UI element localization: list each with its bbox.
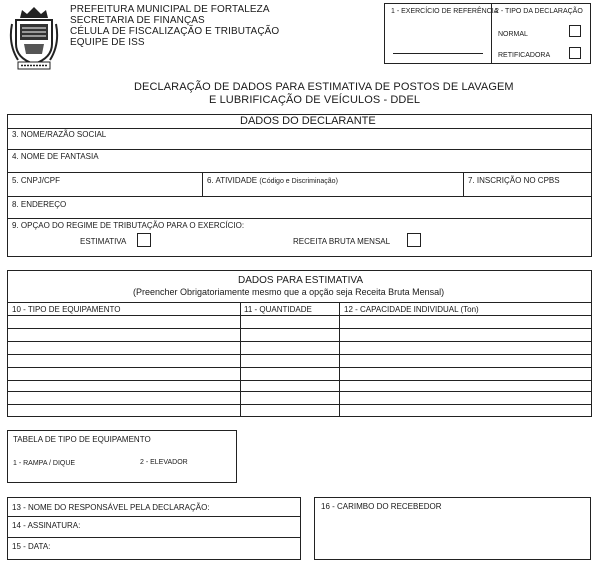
receita-checkbox[interactable] bbox=[407, 233, 421, 247]
equipment-type-1: 1 - RAMPA / DIQUE bbox=[13, 460, 76, 467]
retificadora-checkbox[interactable] bbox=[569, 47, 581, 59]
org-name: PREFEITURA MUNICIPAL DE FORTALEZA bbox=[70, 4, 270, 15]
estimativa-label: ESTIMATIVA bbox=[80, 237, 127, 246]
date-label: 15 - DATA: bbox=[12, 542, 51, 551]
table-row[interactable] bbox=[7, 380, 592, 381]
cnpj-field[interactable] bbox=[8, 173, 202, 196]
regime-label: 9. OPÇAO DO REGIME DE TRIBUTAÇÃO PARA O EXERCÍCIO: bbox=[12, 221, 245, 230]
name-field[interactable] bbox=[8, 129, 591, 149]
table-row[interactable] bbox=[7, 367, 592, 368]
date-field[interactable] bbox=[8, 538, 300, 559]
org-cell: CÉLULA DE FISCALIZAÇÃO E TRIBUTAÇÃO bbox=[70, 26, 280, 37]
table-row[interactable] bbox=[7, 341, 592, 342]
retificadora-label: RETIFICADORA bbox=[498, 52, 551, 59]
normal-label: NORMAL bbox=[498, 31, 528, 38]
estimativa-checkbox[interactable] bbox=[137, 233, 151, 247]
responsible-field[interactable] bbox=[8, 498, 300, 516]
stamp-label: 16 - CARIMBO DO RECEBEDOR bbox=[321, 502, 442, 511]
equipment-type-2: 2 - ELEVADOR bbox=[140, 459, 188, 466]
estimate-section-title: DADOS PARA ESTIMATIVA bbox=[238, 275, 364, 286]
normal-checkbox[interactable] bbox=[569, 25, 581, 37]
activity-field[interactable] bbox=[203, 173, 462, 196]
cpbs-label: 7. INSCRIÇÃO NO CPBS bbox=[468, 176, 560, 185]
form-title-line1: DECLARAÇÃO DE DADOS PARA ESTIMATIVA DE POSTOS DE LAVAGEM bbox=[134, 81, 514, 93]
equipment-table-title: TABELA DE TIPO DE EQUIPAMENTO bbox=[13, 435, 151, 444]
coat-of-arms-icon bbox=[8, 4, 60, 72]
column-header-capacity: 12 - CAPACIDADE INDIVIDUAL (Ton) bbox=[344, 305, 479, 314]
cpbs-field[interactable] bbox=[464, 173, 591, 196]
declaration-type-label: 2 - TIPO DA DECLARAÇÃO bbox=[495, 8, 583, 15]
declarant-section-title: DADOS DO DECLARANTE bbox=[240, 115, 376, 127]
org-team: EQUIPE DE ISS bbox=[70, 37, 145, 48]
signature-field[interactable] bbox=[8, 517, 300, 537]
table-row[interactable] bbox=[7, 404, 592, 405]
receita-label: RECEITA BRUTA MENSAL bbox=[293, 237, 391, 246]
column-header-quantity: 11 - QUANTIDADE bbox=[244, 305, 312, 314]
column-header-type: 10 - TIPO DE EQUIPAMENTO bbox=[12, 305, 121, 314]
reference-year-field[interactable] bbox=[393, 53, 483, 54]
signature-label: 14 - ASSINATURA: bbox=[12, 521, 81, 530]
org-department: SECRETARIA DE FINANÇAS bbox=[70, 15, 205, 26]
table-row[interactable] bbox=[7, 391, 592, 392]
form-title-line2: E LUBRIFICAÇÃO DE VEÍCULOS - DDEL bbox=[209, 94, 421, 106]
table-row[interactable] bbox=[7, 354, 592, 355]
address-label: 8. ENDEREÇO bbox=[12, 200, 67, 209]
reference-year-label: 1 - EXERCÍCIO DE REFERÊNCIA bbox=[391, 8, 499, 15]
estimate-section-subtitle: (Preencher Obrigatoriamente mesmo que a opção seja Receita Bruta Mensal) bbox=[133, 287, 445, 297]
name-label: 3. NOME/RAZÃO SOCIAL bbox=[12, 130, 107, 139]
fantasy-name-field[interactable] bbox=[8, 150, 591, 172]
fantasy-name-label: 4. NOME DE FANTASIA bbox=[12, 152, 99, 161]
activity-label: 6. ATIVIDADE (Código e Discriminação) bbox=[207, 176, 338, 185]
responsible-label: 13 - NOME DO RESPONSÁVEL PELA DECLARAÇÃO: bbox=[12, 503, 210, 512]
address-field[interactable] bbox=[8, 197, 591, 218]
table-row[interactable] bbox=[7, 328, 592, 329]
cnpj-label: 5. CNPJ/CPF bbox=[12, 176, 61, 185]
